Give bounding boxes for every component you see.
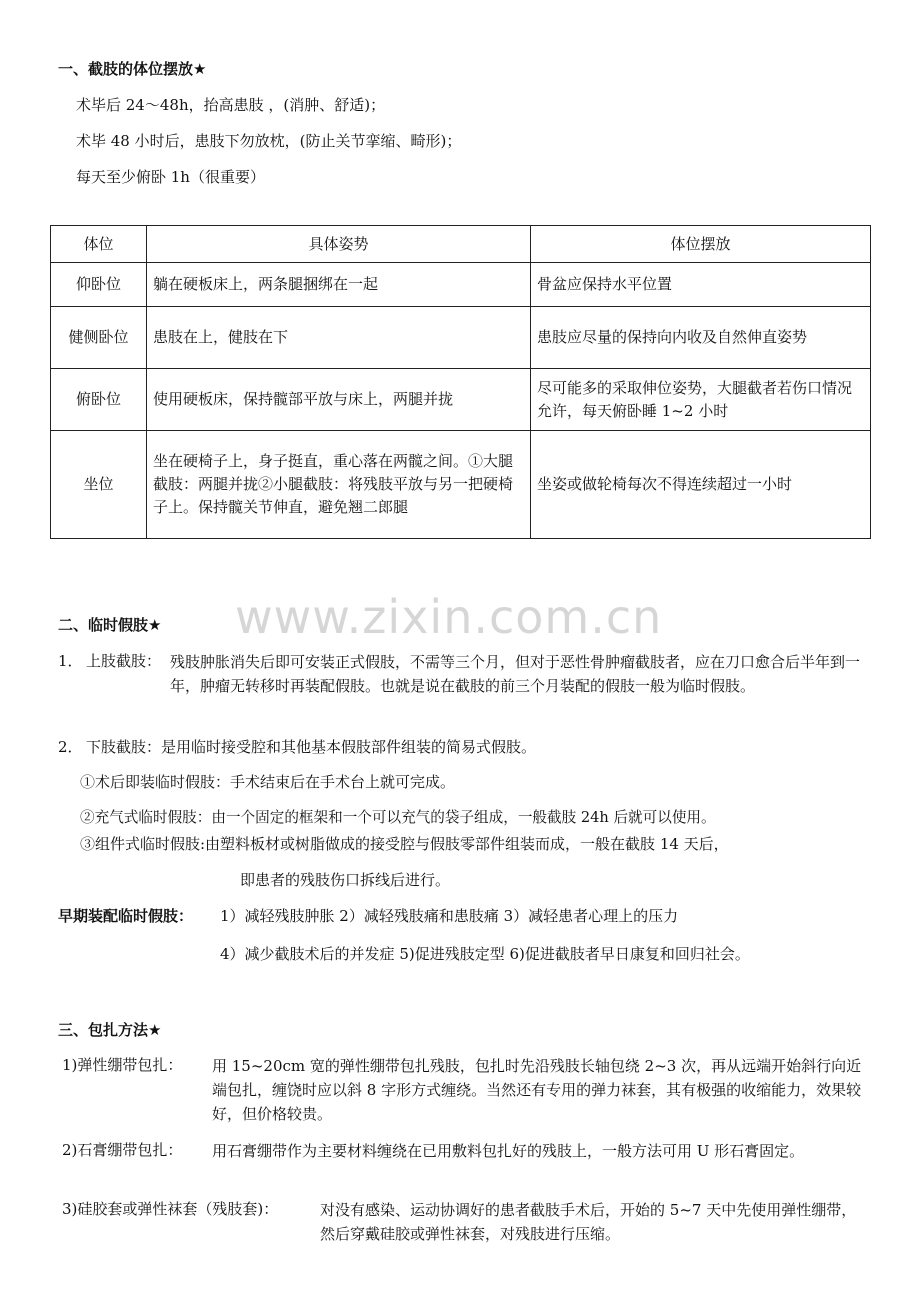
table-header-cell: 体位摆放 (531, 226, 871, 263)
item2-sub-2: ②充气式临时假肢：由一个固定的框架和一个可以充气的袋子组成，一般截肢 24h 后就可以使用。 (80, 809, 716, 826)
watermark: www.zixin.com.cn (235, 590, 663, 644)
bandage-item-2-label: 2)石膏绷带包扎： (62, 1141, 183, 1159)
early-fitting-label: 早期装配临时假肢： (58, 907, 194, 925)
table-cell: 俯卧位 (51, 369, 147, 431)
item2-sub-4: 即患者的残肢伤口拆线后进行。 (240, 871, 451, 889)
section1-line-1: 术毕后 24～48h，抬高患肢 ，(消肿、舒适)； (76, 96, 386, 114)
section1-line-3: 每天至少俯卧 1h（很重要） (76, 168, 265, 186)
table-cell: 患肢在上，健肢在下 (147, 307, 531, 369)
table-cell: 坐位 (51, 431, 147, 539)
item2-sub-3: ③组件式临时假肢:由塑料板材或树脂做成的接受腔与假肢零部件组装而成，一般在截肢 14 天后， (80, 835, 729, 853)
table-cell: 坐姿或做轮椅每次不得连续超过一小时 (531, 431, 871, 539)
table-cell: 使用硬板床，保持髋部平放与床上，两腿并拢 (147, 369, 531, 431)
item1-number: 1． (58, 652, 83, 670)
table-header-cell: 具体姿势 (147, 226, 531, 263)
table-row (51, 307, 871, 369)
table-cell: 仰卧位 (51, 263, 147, 307)
bandage-item-3-label: 3)硅胶套或弹性袜套（残肢套)： (62, 1200, 279, 1218)
table-cell: 躺在硬板床上，两条腿捆绑在一起 (147, 263, 531, 307)
table-cell: 患肢应尽量的保持向内收及自然伸直姿势 (531, 307, 871, 369)
table-cell: 尽可能多的采取伸位姿势，大腿截者若伤口情况允许，每天俯卧睡 1~2 小时 (531, 369, 871, 431)
table-cell: 骨盆应保持水平位置 (531, 263, 871, 307)
bandage-item-2-text: 用石膏绷带作为主要材料缠绕在已用敷料包扎好的残肢上，一般方法可用 U 形石膏固定。 (212, 1142, 805, 1160)
item1-label: 上肢截肢： (86, 652, 162, 670)
section1-heading: 一、截肢的体位摆放★ (58, 60, 207, 78)
bandage-item-1-label: 1)弹性绷带包扎： (62, 1056, 183, 1074)
table-cell: 健侧卧位 (51, 307, 147, 369)
table-header-row (51, 226, 871, 263)
table-row (51, 369, 871, 431)
posture-table (50, 225, 871, 539)
section1-line-2: 术毕 48 小时后，患肢下勿放枕，(防止关节挛缩、畸形)； (76, 132, 462, 150)
bandage-item-3-text: 对没有感染、运动协调好的患者截肢手术后，开始的 5~7 天中先使用弹性绷带，然后穿戴硅胶或弹性袜套，对残肢进行压缩。 (320, 1201, 857, 1243)
table-row (51, 263, 871, 307)
early-fitting-line-1: 1）减轻残肢肿胀 2）减轻残肢痛和患肢痛 3）减轻患者心理上的压力 (220, 907, 679, 925)
item2-number: 2． (58, 738, 83, 756)
early-fitting-line-2: 4）减少截肢术后的并发症 5)促进残肢定型 6)促进截肢者早日康复和回归社会。 (220, 945, 750, 963)
table-header-cell: 体位 (51, 226, 147, 263)
item2-text: 下肢截肢：是用临时接受腔和其他基本假肢部件组装的简易式假肢。 (86, 738, 537, 756)
table-cell: 坐在硬椅子上，身子挺直，重心落在两髋之间。①大腿截肢：两腿并拢②小腿截肢：将残肢平放与另一把硬椅子上。保持髋关节伸直，避免翘二郎腿 (147, 431, 531, 539)
section3-heading: 三、包扎方法★ (58, 1021, 162, 1039)
item2-sub-1: ①术后即装临时假肢：手术结束后在手术台上就可完成。 (80, 773, 456, 791)
section2-heading: 二、临时假肢★ (58, 616, 162, 634)
table-row (51, 431, 871, 539)
bandage-item-1-text: 用 15~20cm 宽的弹性绷带包扎残肢，包扎时先沿残肢长轴包绕 2~3 次，再从远端开始斜行向近端包扎，缠饶时应以斜 8 字形方式缠绕。当然还有专用的弹力袜套，其有极强的收缩能力，效果较好，但价格较贵。 (212, 1057, 862, 1123)
item1-text: 残肢肿胀消失后即可安装正式假肢，不需等三个月，但对于恶性骨肿瘤截肢者，应在刀口愈合后半年到一年，肿瘤无转移时再装配假肢。也就是说在截肢的前三个月装配的假肢一般为临时假肢。 (170, 653, 861, 695)
